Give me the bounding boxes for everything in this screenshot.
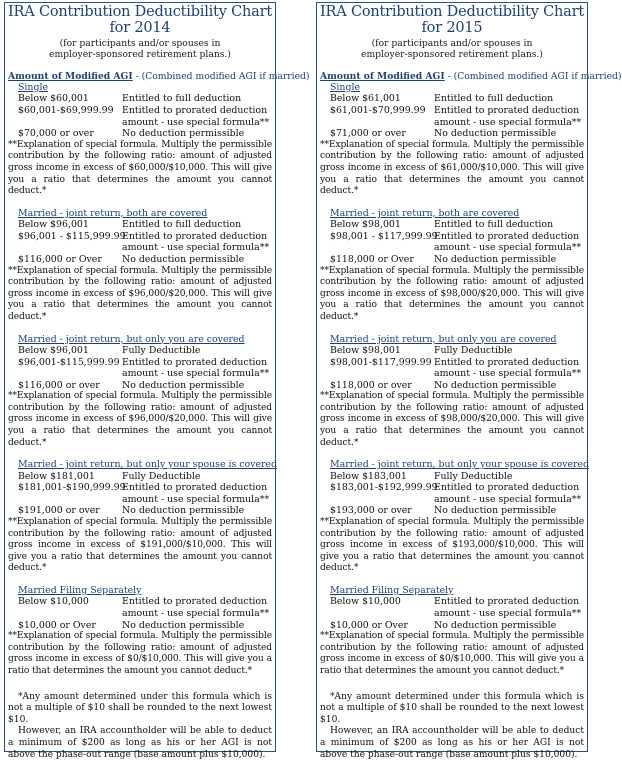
deduction-rule: Entitled to prorated deduction amount - use special formula** (434, 105, 582, 128)
deduction-rule: Fully Deductible (434, 470, 513, 482)
filing-status-title: Single (330, 82, 361, 93)
footnote-rounding: *Any amount determined under this formula which is not a multiple of $10 shall be rounded to the next lowest $10. (320, 691, 584, 725)
deduction-rule: No deduction permissible (122, 379, 245, 391)
deduction-rule: Fully Deductible (434, 344, 513, 356)
agi-range: $61,001-$70,999.99 (330, 105, 426, 116)
agi-range: $70,000 or over (18, 128, 94, 140)
agi-range-row (5, 357, 275, 380)
filing-status-section (5, 208, 275, 324)
agi-range-row (5, 219, 275, 231)
amount-note: - (Combined modified AGI if married) (132, 71, 310, 82)
agi-range: $10,000 or Over (18, 619, 96, 631)
agi-range-row (5, 471, 275, 483)
deduction-rule: Entitled to full deduction (122, 219, 242, 231)
agi-range: $60,001-$69,999.99 (18, 105, 114, 116)
agi-range: $118,000 or Over (330, 253, 414, 265)
agi-range: Below $96,001 (18, 219, 89, 231)
deduction-rule: Entitled to prorated deduction amount - use special formula** (434, 356, 582, 380)
amount-label: Amount of Modified AGI (8, 71, 133, 82)
deduction-rule: Entitled to prorated deduction amount - use special formula** (122, 356, 270, 380)
agi-range: $116,000 or Over (18, 253, 102, 265)
agi-range-row (5, 128, 275, 140)
subtitle-line1: (for participants and/or spouses in (371, 38, 533, 49)
agi-range-row (5, 254, 275, 266)
subtitle-line2: employer-sponsored retirement plans.) (49, 49, 231, 60)
chart-title (317, 4, 587, 36)
footnote-rounding: *Any amount determined under this formula which is not a multiple of $10 shall be rounded to the next lowest $10. (8, 691, 272, 725)
agi-range-row (317, 105, 587, 128)
filing-status-section (5, 459, 278, 575)
filing-status-title: Single (18, 82, 49, 93)
deduction-rule: No deduction permissible (122, 253, 245, 265)
agi-range-row (317, 254, 587, 266)
filing-status-title: Married - joint return, but only you are covered (330, 333, 557, 345)
agi-range-row (5, 596, 275, 619)
deduction-rule: No deduction permissible (122, 505, 245, 517)
deduction-rule: Entitled to prorated deduction amount - use special formula** (122, 482, 270, 505)
agi-range-row (317, 505, 587, 517)
chart-title-line1: IRA Contribution Deductibility Chart (8, 4, 272, 20)
subtitle-line1: (for participants and/or spouses in (59, 38, 221, 49)
chart-panel-2014 (4, 2, 310, 760)
deduction-rule: Entitled to prorated deduction amount - use special formula** (122, 105, 270, 128)
chart-panel-2015 (316, 2, 622, 760)
agi-range-row (317, 93, 587, 105)
agi-range: Below $60,001 (18, 93, 89, 105)
agi-range: $98,001-$117,999.99 (330, 356, 432, 368)
deduction-rule: Entitled to prorated deduction amount - use special formula** (122, 230, 270, 254)
formula-explanation: **Explanation of special formula. Multiply the permissible contribution by the following ratio: amount of adjusted gross income in excess of $98,000/$20,000. This will give you a ratio that determines the amount you cannot deduct.* (320, 265, 584, 322)
footnotes (317, 692, 587, 761)
agi-range: Below $96,001 (18, 344, 89, 356)
deduction-rule: No deduction permissible (434, 128, 557, 140)
filing-status-section (5, 334, 275, 450)
agi-range-row (317, 596, 587, 619)
agi-range: $118,000 or over (330, 379, 412, 391)
filing-status-title: Married - joint return, but only your spouse is covered (18, 459, 278, 471)
agi-range: $181,001-$190,999.99 (18, 482, 126, 494)
agi-range: Below $181,001 (18, 470, 95, 482)
filing-status-title: Married - joint return, both are covered (18, 207, 208, 219)
agi-range: $71,000 or over (330, 128, 406, 140)
footnote-minimum: However, an IRA accountholder will be able to deduct a minimum of $200 as long as his or her AGI is not above the phase-out range (base amount plus $10,000). (320, 726, 584, 760)
deduction-rule: Entitled to full deduction (434, 93, 554, 105)
filing-status-section (317, 208, 587, 324)
agi-range: $191,000 or over (18, 505, 100, 517)
filing-status-title: Married - joint return, but only your spouse is covered (330, 459, 590, 471)
agi-range-row (5, 231, 275, 254)
filing-status-title: Married Filing Separately (330, 585, 454, 596)
agi-range: $193,000 or over (330, 505, 412, 517)
agi-range-row (317, 380, 587, 392)
agi-range-row (5, 620, 275, 632)
agi-range-row (317, 482, 587, 505)
chart-title-line1: IRA Contribution Deductibility Chart (320, 4, 584, 20)
agi-range-row (5, 93, 275, 105)
amount-heading (8, 71, 310, 82)
agi-range: $96,001 - $115,999.99 (18, 230, 126, 242)
agi-range-row (5, 345, 275, 357)
deduction-rule: Fully Deductible (122, 344, 201, 356)
chart-subtitle (5, 38, 275, 60)
filing-status-section (317, 334, 587, 450)
filing-status-section (317, 585, 587, 678)
filing-status-section (5, 585, 275, 678)
footnotes (5, 692, 275, 761)
deduction-rule: No deduction permissible (434, 505, 557, 517)
agi-range: $116,000 or over (18, 379, 100, 391)
agi-range: $96,001-$115,999.99 (18, 356, 120, 368)
deduction-rule: Entitled to prorated deduction amount - use special formula** (434, 230, 582, 254)
formula-explanation: **Explanation of special formula. Multiply the permissible contribution by the following ratio: amount of adjusted gross income in excess of $98,000/$20,000. This will give you a ratio that determines the amount you cannot deduct.* (320, 391, 584, 448)
subtitle-line2: employer-sponsored retirement plans.) (361, 49, 543, 60)
chart-title (5, 4, 275, 36)
agi-range: $10,000 or Over (330, 619, 408, 631)
agi-range: $98,001 - $117,999.99 (330, 230, 438, 242)
agi-range: Below $61,001 (330, 93, 401, 105)
deduction-rule: Entitled to full deduction (434, 219, 554, 231)
formula-explanation: **Explanation of special formula. Multiply the permissible contribution by the following ratio: amount of adjusted gross income in excess of $191,000/$10,000. This will give you a ratio that determines the amount you cannot deduct.* (8, 517, 272, 574)
agi-range-row (317, 357, 587, 380)
deduction-rule: Fully Deductible (122, 470, 201, 482)
agi-range-row (5, 380, 275, 392)
amount-note: - (Combined modified AGI if married) (444, 71, 622, 82)
filing-status-title: Married - joint return, both are covered (330, 207, 520, 219)
deduction-rule: No deduction permissible (434, 253, 557, 265)
deduction-rule: No deduction permissible (434, 379, 557, 391)
agi-range-row (317, 345, 587, 357)
filing-status-title: Married - joint return, but only you are covered (18, 333, 245, 345)
chart-title-year: for 2015 (421, 20, 483, 36)
agi-range-row (5, 505, 275, 517)
agi-range-row (317, 128, 587, 140)
formula-explanation: **Explanation of special formula. Multiply the permissible contribution by the following ratio: amount of adjusted gross income in excess of $0/$10,000. This will give you a ratio that determines the amount you cannot deduct.* (320, 631, 584, 676)
deduction-rule: Entitled to full deduction (122, 93, 242, 105)
formula-explanation: **Explanation of special formula. Multiply the permissible contribution by the following ratio: amount of adjusted gross income in excess of $96,000/$20,000. This will give you a ratio that determines the amount you cannot deduct.* (8, 391, 272, 448)
agi-range: Below $183,001 (330, 470, 407, 482)
formula-explanation: **Explanation of special formula. Multiply the permissible contribution by the following ratio: amount of adjusted gross income in excess of $60,000/$10,000. This will give you a ratio that determines the amount you cannot deduct.* (8, 139, 272, 197)
amount-label: Amount of Modified AGI (320, 71, 445, 82)
formula-explanation: **Explanation of special formula. Multiply the permissible contribution by the following ratio: amount of adjusted gross income in excess of $193,000/$10,000. This will give you a ratio that determines the amount you cannot deduct.* (320, 517, 584, 574)
footnote-minimum: However, an IRA accountholder will be able to deduct a minimum of $200 as long as his or her AGI is not above the phase-out range (base amount plus $10,000). (8, 726, 272, 760)
agi-range: Below $10,000 (330, 596, 401, 608)
agi-range-row (317, 471, 587, 483)
deduction-rule: No deduction permissible (122, 128, 245, 140)
agi-range: Below $10,000 (18, 596, 89, 608)
agi-range-row (317, 219, 587, 231)
deduction-rule: Entitled to prorated deduction amount - use special formula** (434, 596, 582, 619)
agi-range: Below $98,001 (330, 219, 401, 231)
deduction-rule: Entitled to prorated deduction amount - use special formula** (434, 482, 582, 505)
agi-range-row (5, 482, 275, 505)
formula-explanation: **Explanation of special formula. Multiply the permissible contribution by the following ratio: amount of adjusted gross income in excess of $96,000/$20,000. This will give you a ratio that determines the amount you cannot deduct.* (8, 265, 272, 322)
amount-heading (320, 71, 622, 82)
formula-explanation: **Explanation of special formula. Multiply the permissible contribution by the following ratio: amount of adjusted gross income in excess of $0/$10,000. This will give you a ratio that determines the amount you cannot deduct.* (8, 631, 272, 676)
filing-status-section (317, 459, 590, 575)
agi-range-row (5, 105, 275, 128)
deduction-rule: No deduction permissible (122, 619, 245, 631)
filing-status-title: Married Filing Separately (18, 585, 142, 596)
agi-range: Below $98,001 (330, 344, 401, 356)
filing-status-section (317, 82, 587, 198)
filing-status-section (5, 82, 275, 198)
agi-range: $183,001-$192,999.99 (330, 482, 438, 494)
chart-subtitle (317, 38, 587, 60)
agi-range-row (317, 620, 587, 632)
deduction-rule: Entitled to prorated deduction amount - use special formula** (122, 596, 270, 619)
deduction-rule: No deduction permissible (434, 619, 557, 631)
chart-title-year: for 2014 (109, 20, 171, 36)
formula-explanation: **Explanation of special formula. Multiply the permissible contribution by the following ratio: amount of adjusted gross income in excess of $61,000/$10,000. This will give you a ratio that determines the amount you cannot deduct.* (320, 139, 584, 197)
agi-range-row (317, 231, 587, 254)
